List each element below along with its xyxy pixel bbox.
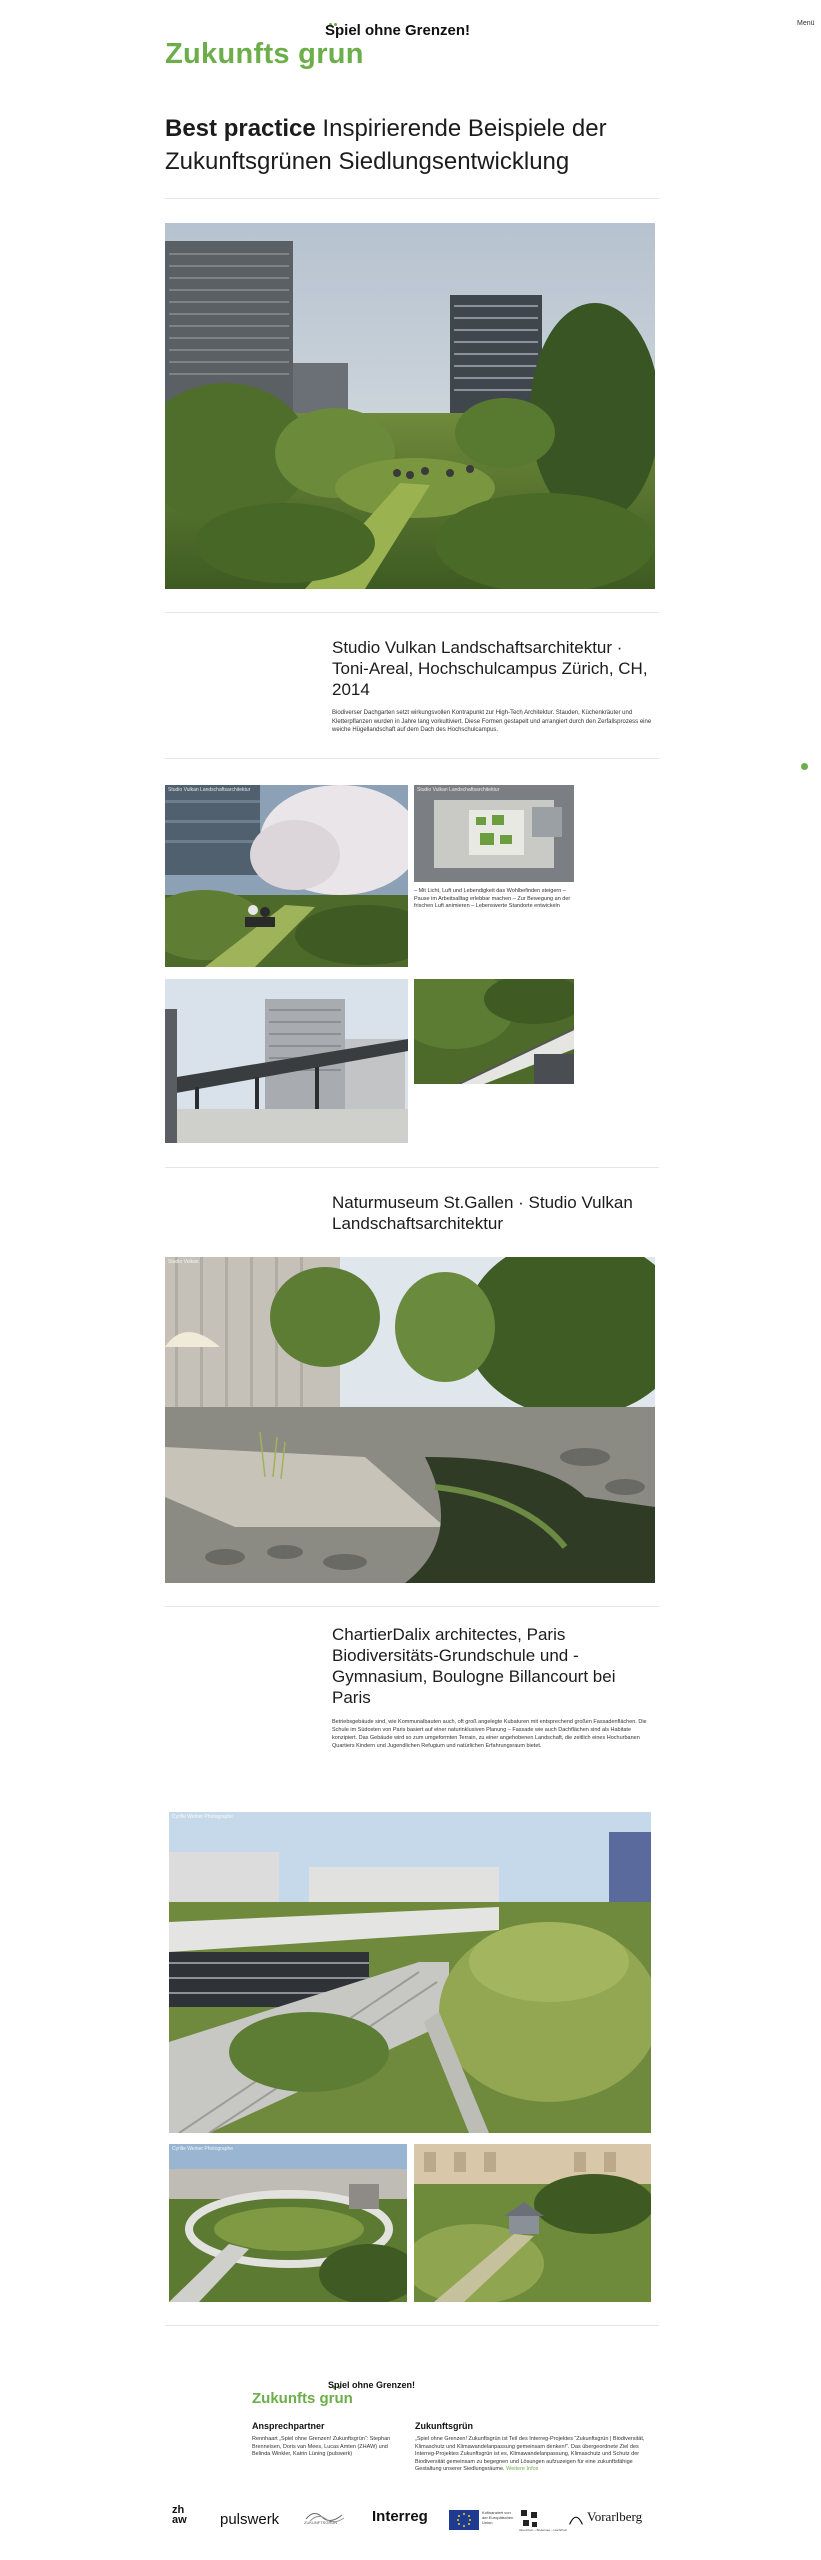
divider xyxy=(165,1606,659,1607)
page-title xyxy=(165,112,665,178)
biodiversity-school-roof-photo[interactable] xyxy=(169,1812,651,2133)
project-description: Betriebsgebäude sind, wie Kommunalbauten auch, oft groß angelegte Kubaturen mit entsprechend großen Fassadenflächen. Die Schule im Südosten von Paris basiert auf einer naturinklusiven Planung – Fassade wie auch Dachflächen sind als Habitate konzipiert. Das Gebäude wird so zum umgeformten Terrain, zu einer angehobenen Landschaft, die zeitlich eines Hochurbanen Quartiers Kindern und Jugendlichen Refugium und natürlichen Erfahrungsraum bietet. xyxy=(332,1719,647,1749)
contact-text: Rennhaart „Spiel ohne Grenzen! Zukunftsgrün“: Stephan Brenneisen, Doris van Mees, Lucas Amten (ZHAW) und Belinda Winkler, Katrin Lüning (pulswerk) xyxy=(252,2436,391,2457)
zhaw-logo[interactable]: zh aw xyxy=(172,2504,187,2526)
naturmuseum-pond-photo[interactable] xyxy=(165,1257,655,1583)
about-heading: Zukunftsgrün xyxy=(415,2421,473,2431)
roof-edge-photo[interactable] xyxy=(414,979,574,1084)
zukunftsgruen-logo-text: ZUKUNFTSGRÜN xyxy=(304,2520,338,2525)
vorarlberg-logo-text: Vorarlberg xyxy=(587,2509,643,2524)
zukunftsgruen-logo[interactable] xyxy=(302,2507,348,2525)
school-aerial-photo[interactable] xyxy=(169,2144,407,2302)
pulswerk-logo[interactable]: pulswerk xyxy=(220,2511,280,2528)
about-text: „Spiel ohne Grenzen! Zukunftsgrün ist Teil des Interreg-Projektes “Zukunftsgrün | Biodiversität, Klimaschutz und Klimawandelanpassung gemeinsam denken!”. Das übergeordnete Ziel des Interreg-Projektes Zukunftsgrün ist es, Klimawandelanpassung, Klimaschutz und Schutz der Biodiversität gemeinsam zu begegnen und Lösungen aufzuzeigen für eine zukunftsfähige Gestaltung unserer Siedlungsräume. Weitere Infos xyxy=(415,2436,645,2472)
project-title: ChartierDalix architectes, Paris Biodiversitäts-Grundschule und -Gymnasium, Boulogne Billancourt bei Paris xyxy=(332,1625,616,1707)
toni-areal-rooftop-photo[interactable] xyxy=(165,223,655,589)
divider xyxy=(165,1167,659,1168)
more-info-link[interactable]: Weitere Infos xyxy=(506,2466,539,2472)
abh-region-icon[interactable] xyxy=(519,2508,568,2532)
abh-region-text: Alpenrhein – Bodensee – Hochrhein xyxy=(519,2528,568,2532)
divider xyxy=(165,758,659,759)
toni-areal-building-photo[interactable] xyxy=(165,979,408,1143)
divider xyxy=(165,2325,659,2326)
header-brand-logo[interactable]: Zukunfts grun xyxy=(165,38,364,70)
vorarlberg-emblem-icon xyxy=(568,2510,584,2526)
eu-cofunding-text: Kofinanziert von der Europäischen Union xyxy=(482,2510,514,2525)
header-tagline: Spiel ohne Grenzen! xyxy=(325,22,471,39)
rooftop-blossom-photo[interactable] xyxy=(165,785,408,967)
photo-caption: Studio Vulkan Landschaftsarchitektur xyxy=(168,787,251,793)
project-title: Naturmuseum St.Gallen · Studio Vulkan Landschaftsarchitektur xyxy=(332,1193,633,1233)
contact-heading: Ansprechpartner xyxy=(252,2421,325,2431)
photo-caption: Cyrille Weiner Photographe xyxy=(172,2146,234,2152)
scroll-indicator-dot[interactable] xyxy=(801,763,808,770)
page-title-bold: Best practice xyxy=(165,115,316,142)
vorarlberg-logo[interactable] xyxy=(568,2509,642,2526)
school-roof-meadow-photo[interactable] xyxy=(414,2144,651,2302)
photo-caption: Cyrille Weiner Photographe xyxy=(172,1814,234,1820)
site-plan-image[interactable] xyxy=(414,785,574,882)
page-title-rest: Inspirierende Beispiele der Zukunftsgrünen Siedlungsentwicklung xyxy=(165,115,607,175)
eu-flag-icon xyxy=(449,2510,479,2530)
menu-button[interactable]: Menü xyxy=(797,20,815,27)
project-description: Biodiverser Dachgarten setzt wirkungsvollen Kontrapunkt zur High-Tech Architektur. Stauden, Küchenkräuter und Kletterpflanzen wurden in Jahre lang vorkultiviert. Diese Formen gestapelt und arrangiert durch den Zerfallsprozess eine weiche Hügellandschaft auf dem Dach des Hochschulcampus. xyxy=(332,710,652,733)
photo-caption: Studio Vulkan xyxy=(168,1259,199,1265)
photo-caption: Studio Vulkan Landschaftsarchitektur xyxy=(417,787,500,793)
divider xyxy=(165,198,659,199)
project-title: Studio Vulkan Landschaftsarchitektur · Toni-Areal, Hochschulcampus Zürich, CH, 2014 xyxy=(332,638,648,699)
divider xyxy=(165,612,659,613)
interreg-logo[interactable]: Interreg xyxy=(372,2508,428,2525)
project-benefits-text: – Mit Licht, Luft und Lebendigkeit das Wohlbefinden steigern – Pause im Arbeitsalltag erlebbar machen – Zur Bewegung an der frischen Luft animieren – Lebenswerte Standorte entwickeln xyxy=(414,888,571,909)
footer-tagline: Spiel ohne Grenzen! xyxy=(328,2380,416,2390)
footer-brand-logo[interactable]: Zukunfts grun xyxy=(252,2390,353,2407)
